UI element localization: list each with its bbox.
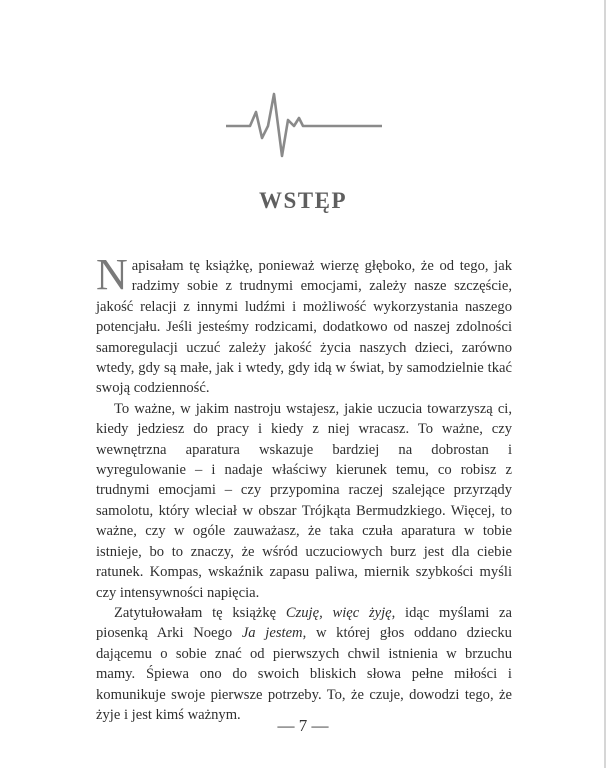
song-title: Ja jestem bbox=[241, 625, 303, 642]
paragraph-2: To ważne, w jakim nastroju wstajesz, jakie uczucia towarzyszą ci, kiedy jedziesz do pracy i kiedy z niej wracasz. To ważne, czy wewnętrzna aparatura wskazuje bardziej na dobrostan i wyregulowanie – i nadaje właściwy kierunek temu, co robisz z trudnymi emocjami – czy przypomina raczej szalejące przyrządy samolotu, który wleciał w obszar Trójkąta Bermudzkiego. Więcej, to ważne, czy w ogóle zauważasz, że taka czuła aparatura w tobie istnieje, bo to znaczy, że wśród uczuciowych burz jest dla ciebie ratunek. Kompas, wskaźnik zapasu paliwa, miernik szybkości myśli czy intensywności napięcia. bbox=[96, 400, 512, 601]
paragraph-3-end: , w której głos oddano dziecku dającemu o sobie znać od pierwszych chwil istnienia w brzuchu mamy. Śpiewa ono do swoich bliskich słowa pełne miłości i komunikuje swoje pierwsze potrzeby. To, że czuje, dowodzi tego, że żyje i jest kimś ważnym. bbox=[96, 625, 512, 723]
paragraph-3-middle: , idąc myślami za piosenką Arki Noego bbox=[96, 604, 513, 642]
paragraph-3 bbox=[96, 603, 512, 725]
chapter-title: WSTĘP bbox=[258, 188, 348, 213]
chapter-body bbox=[96, 250, 513, 725]
heartbeat-line-icon bbox=[226, 90, 382, 158]
book-title: Czuję, więc żyję bbox=[285, 604, 392, 621]
page-number: — 7 — bbox=[277, 716, 329, 735]
paragraph-3-intro: Zatytułowałam tę książkę bbox=[114, 604, 286, 621]
paragraph-1 bbox=[96, 250, 512, 399]
paragraph-1-text: apisałam tę książkę, ponieważ wierzę głęboko, że od tego, jak radzimy sobie z trudnymi emocjami, zależy nasze szczęście, jakość relacji z innymi ludźmi i możliwość wykorzystania naszego potencjału. Jeśli jesteśmy rodzicami, dodatkowo od naszej zdolności samoregulacji uczuć zależy jakość życia naszych dzieci, zarówno wtedy, gdy są małe, jak i wtedy, gdy idą w świat, by samodzielnie tkać swoją codzienność. bbox=[96, 258, 512, 397]
drop-cap: N bbox=[96, 250, 128, 299]
